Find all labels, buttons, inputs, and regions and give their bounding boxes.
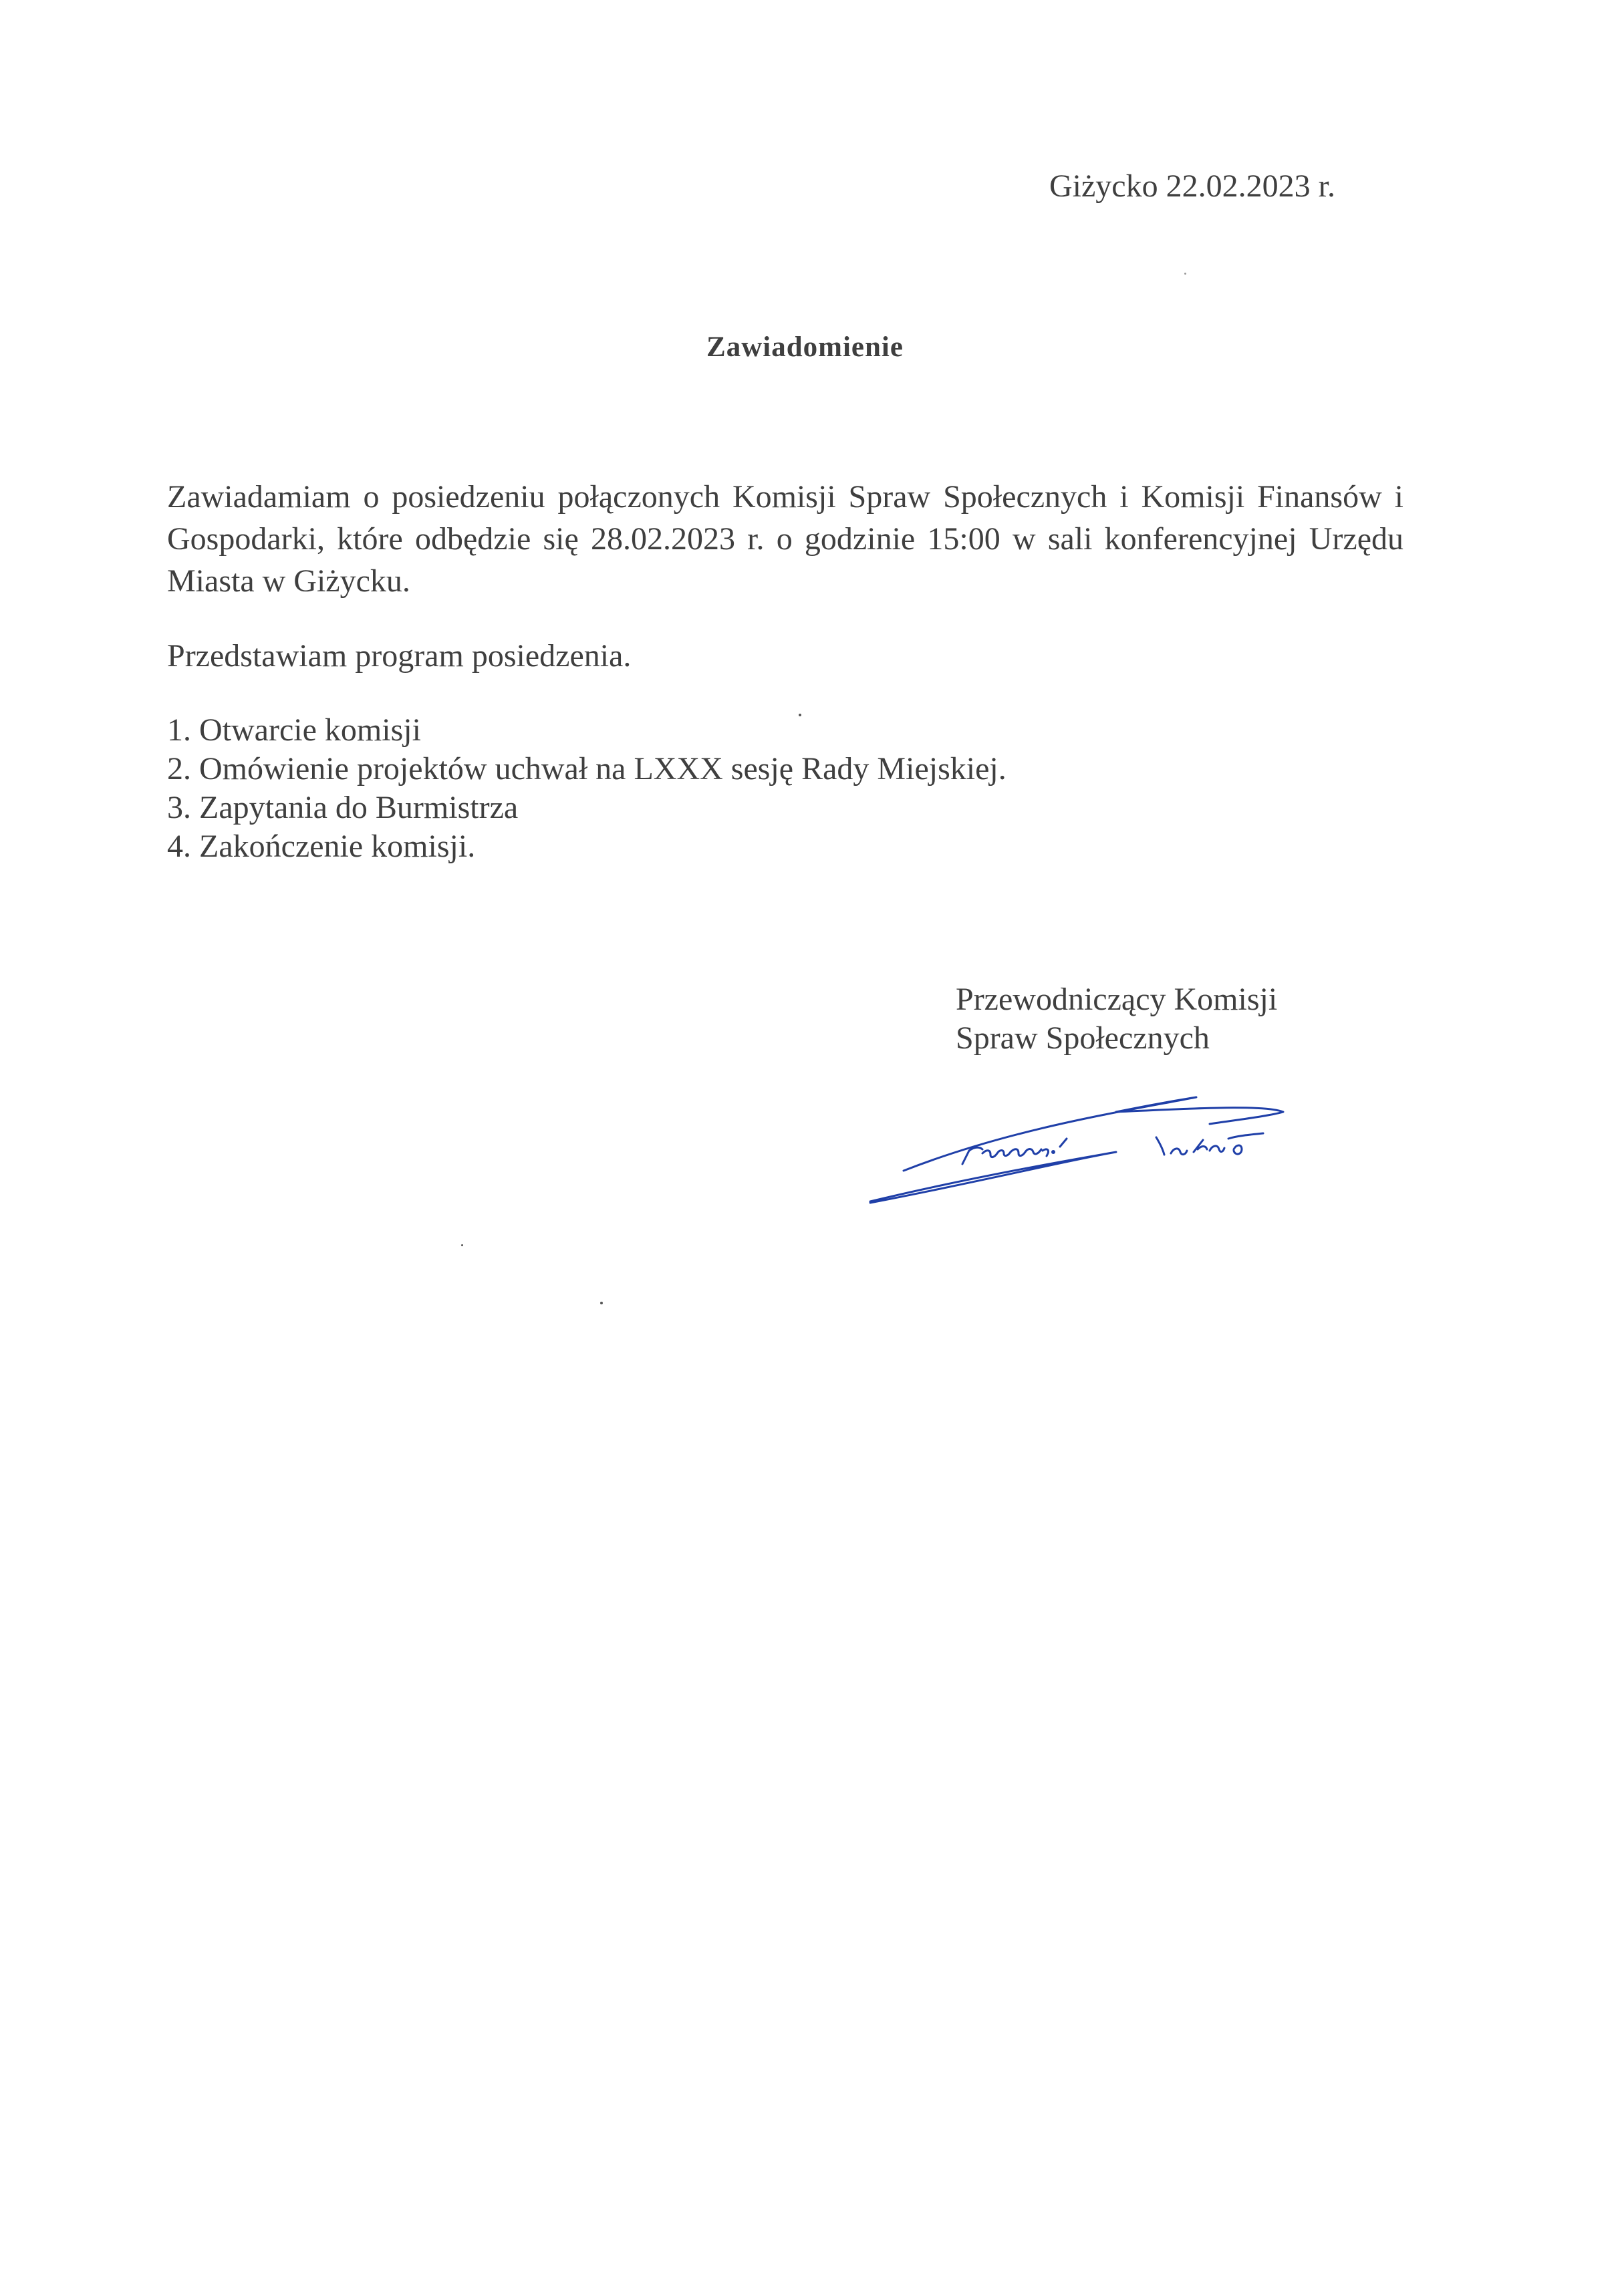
paragraph-line: Gospodarki, które odbędzie się 28.02.2023 r. o godzinie 15:00 w sali konferencyjnej Urzędu [167,521,1403,557]
signer-title: Przewodniczący Komisji [956,982,1278,1017]
scan-speck [799,714,801,716]
date-line: Giżycko 22.02.2023 r. [1049,168,1335,204]
signer-committee: Spraw Społecznych [956,1020,1210,1056]
agenda-item: 1. Otwarcie komisji [167,712,421,748]
agenda-list [167,711,1007,866]
handwritten-signature [862,1083,1330,1223]
paragraph-line: Zawiadamiam o posiedzeniu połączonych Komisji Spraw Społecznych i Komisji Finansów i [167,479,1403,515]
signer-block [956,980,1277,1058]
agenda-item: 3. Zapytania do Burmistrza [167,790,519,825]
body-paragraph [167,476,1403,602]
agenda-intro: Przedstawiam program posiedzenia. [167,638,632,674]
scan-speck [461,1244,463,1246]
scan-speck [1184,273,1186,275]
agenda-item: 4. Zakończenie komisji. [167,829,476,864]
agenda-item: 2. Omówienie projektów uchwał na LXXX sesję Rady Miejskiej. [167,751,1007,786]
document-title: Zawiadomienie [706,331,904,363]
paragraph-line: Miasta w Giżycku. [167,563,410,599]
scan-speck [600,1302,603,1304]
